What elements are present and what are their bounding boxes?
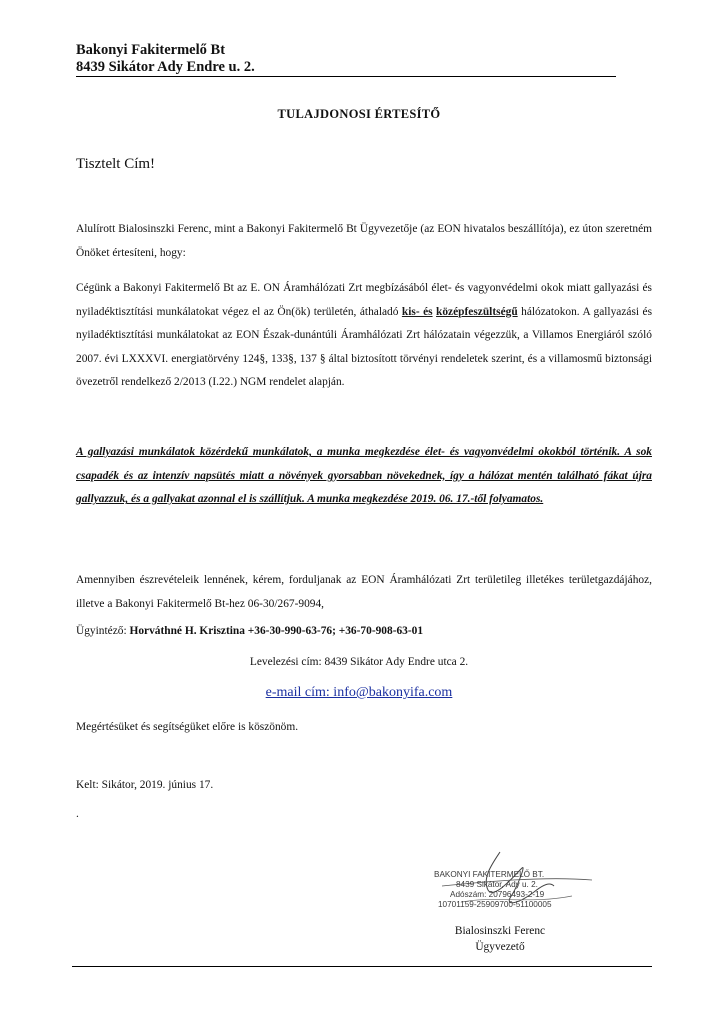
emphasis-paragraph: A gallyazási munkálatok közérdekű munkálatok, a munka megkezdése élet- és vagyonvédelmi okokból történik. A sok csapadék és az intenzív napsütés miatt a növények gyorsabban növekednek, így a hálózat mentén található fákat újra gallyazzuk, és a gallyakat azonnal el is szállítjuk. A munka megkezdése 2019. 06. 17.-től folyamatos. bbox=[76, 446, 652, 506]
footer-divider bbox=[72, 966, 652, 967]
intro-paragraph: Alulírott Bialosinszki Ferenc, mint a Bakonyi Fakitermelő Bt Ügyvezetője (az EON hivatalos beszállítója), ez úton szeretném Önöket értesíteni, hogy: bbox=[76, 223, 652, 259]
case-officer bbox=[76, 625, 423, 637]
stamp-line-address: 8439 Sikátor, Ady u. 2. bbox=[456, 880, 538, 889]
voltage-low-term: kis- és bbox=[401, 305, 433, 318]
body-text-b: hálózatokon. A gallyazási és nyiladéktisztítási munkálatokat az EON Észak-dunántúli Áramhálózati Zrt hálózatain végezzük, a Villamos Energiáról szóló 2007. évi LXXXVI. energiatörvény 124§, 133§, 137 § által biztosított törvényi rendeletek szerint, és a villamosmű biztonsági övezetről rendelkező 2/2013 (I.22.) NGM rendelet alapján. bbox=[76, 305, 653, 389]
stray-dot: . bbox=[76, 808, 79, 820]
company-name: Bakonyi Fakitermelő Bt bbox=[76, 42, 226, 58]
company-address: 8439 Sikátor Ady Endre u. 2. bbox=[76, 59, 255, 75]
signatory-role: Ügyvezető bbox=[475, 941, 525, 953]
thanks-line: Megértésüket és segítségüket előre is köszönöm. bbox=[76, 721, 299, 733]
case-officer-details: Horváthné H. Krisztina +36-30-990-63-76; +36-70-908-63-01 bbox=[129, 625, 424, 637]
stamp-line-bankaccount: 10701159-25909700-51100005 bbox=[438, 900, 552, 909]
document-title: TULAJDONOSI ÉRTESÍTŐ bbox=[277, 107, 441, 121]
signatory-name: Bialosinszki Ferenc bbox=[454, 925, 546, 937]
date-line: Kelt: Sikátor, 2019. június 17. bbox=[76, 779, 214, 791]
stamp-line-name: BAKONYI FAKITERMELŐ BT. bbox=[434, 870, 545, 879]
contact-paragraph: Amennyiben észrevételeik lennének, kérem, forduljanak az EON Áramhálózati Zrt területileg illetékes területgazdájához, illetve a Bakonyi Fakitermelő Bt-hez 06-30/267-9094, bbox=[76, 574, 652, 610]
mailing-address: Levelezési cím: 8439 Sikátor Ady Endre utca 2. bbox=[249, 656, 469, 668]
company-stamp bbox=[422, 846, 602, 926]
header-divider bbox=[76, 76, 616, 77]
email-link[interactable]: e-mail cím: info@bakonyifa.com bbox=[265, 685, 453, 700]
body-text-a: Cégünk a Bakonyi Fakitermelő Bt az E. ON Áramhálózati Zrt megbízásából élet- és vagyonvédelmi okok miatt gallyazási és nyiladéktisztítási munkálatokat végez el az Ön(ök) területén, áthaladó bbox=[76, 282, 652, 318]
body-paragraph bbox=[76, 277, 652, 395]
stamp-line-taxnumber: Adószám: 20796493-2-19 bbox=[450, 890, 545, 899]
greeting: Tisztelt Cím! bbox=[76, 156, 156, 172]
voltage-medium-term: középfeszültségű bbox=[436, 305, 518, 318]
case-officer-label: Ügyintéző: bbox=[76, 625, 130, 637]
